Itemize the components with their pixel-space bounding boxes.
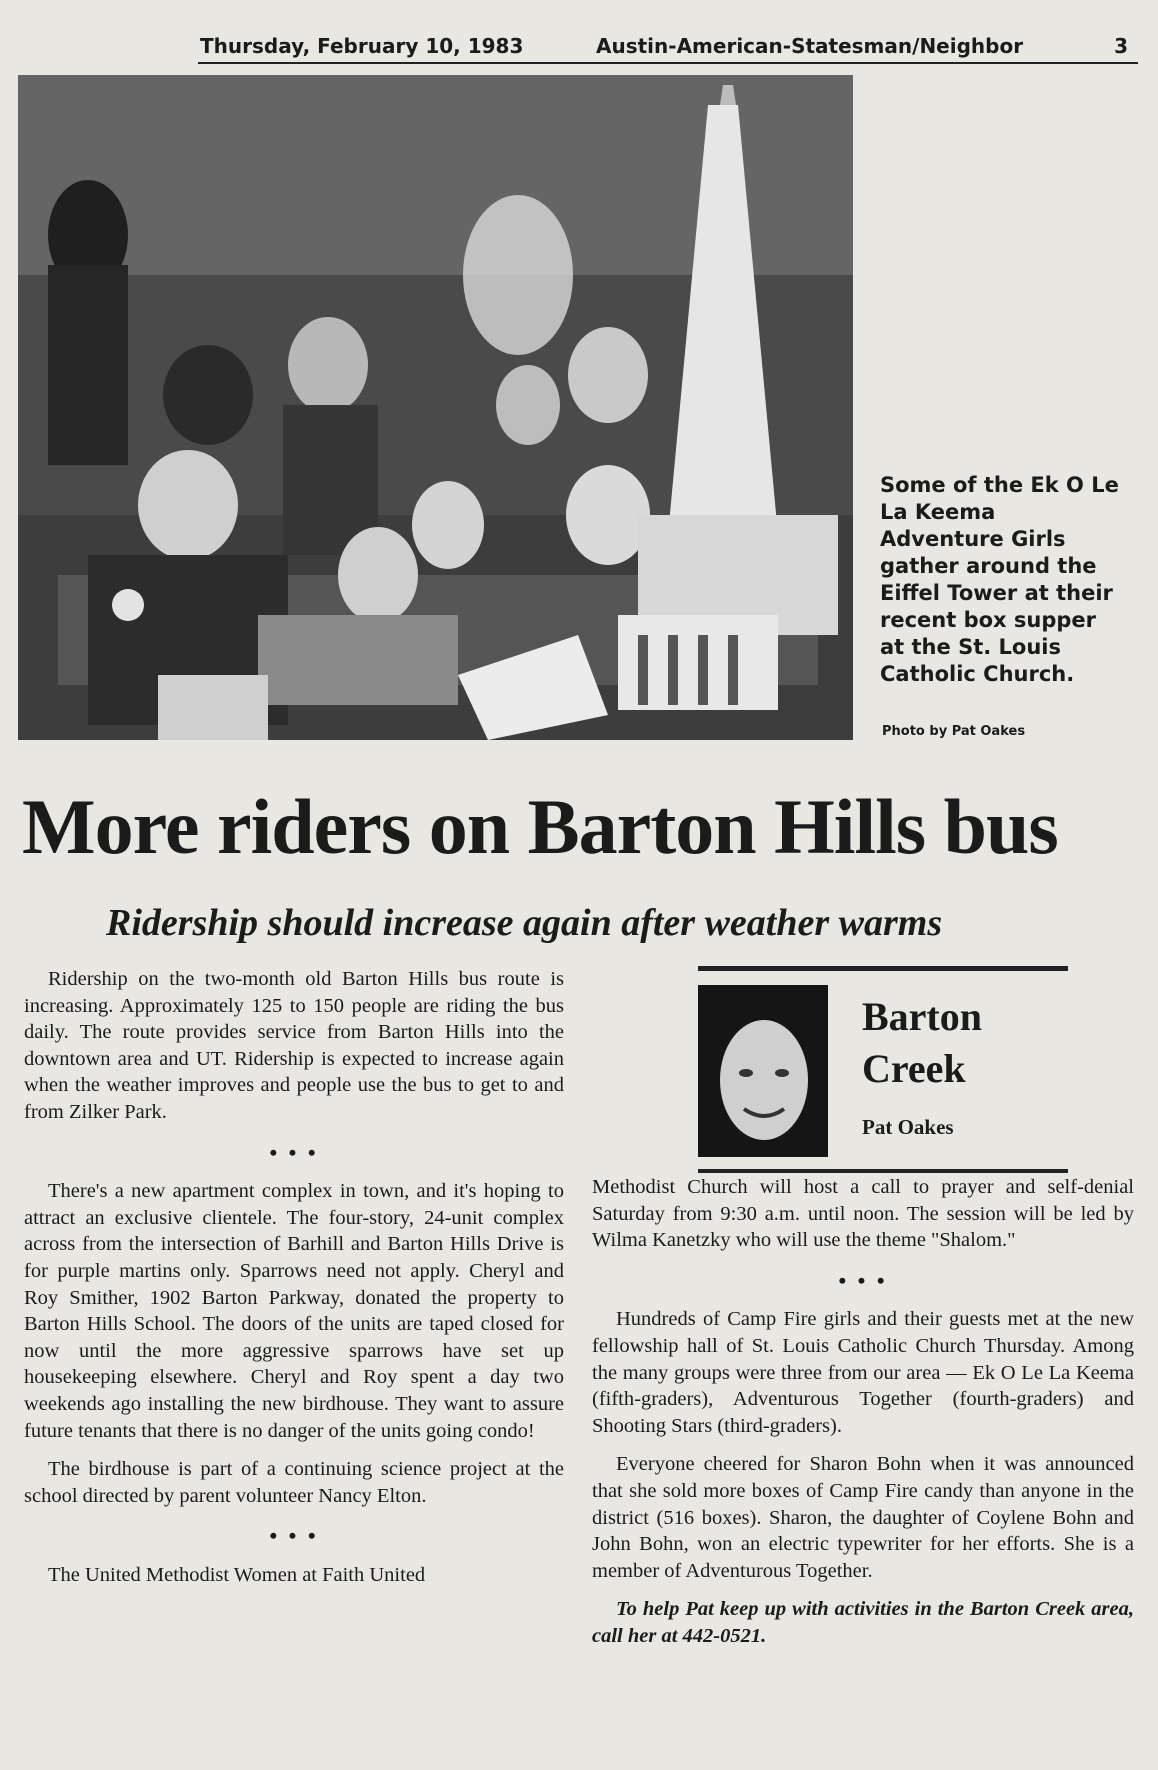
column-title: Barton Creek	[862, 994, 982, 1091]
masthead-paper-name: Austin-American-Statesman/Neighbor	[596, 34, 1024, 58]
photo-credit: Photo by Pat Oakes	[882, 724, 1026, 739]
masthead-date: Thursday, February 10, 1983	[200, 34, 524, 58]
article-paragraph: The United Methodist Women at Faith United	[48, 1563, 426, 1586]
article-paragraph: Everyone cheered for Sharon Bohn when it was announced that she sold more boxes of Camp Fire candy than anyone in the district (516 boxes). Sharon, the daughter of Coylene Bohn and John Bohn, won an electric typewriter for her efforts. She is a member of Adventurous Together.	[592, 1453, 1134, 1582]
masthead	[198, 30, 1138, 64]
article-column-left	[24, 966, 564, 1600]
news-photo	[18, 75, 853, 740]
masthead-page-number: 3	[1114, 34, 1128, 58]
section-separator: • • •	[838, 1267, 888, 1293]
article-paragraph: Hundreds of Camp Fire girls and their guests met at the new fellowship hall of St. Louis Catholic Church Thursday. Among the many groups were three from our area — Ek O Le La Keema (fifth-graders), Adventurous Together (fourth-graders) and Shooting Stars (third-graders).	[592, 1308, 1134, 1437]
article-headline: More riders on Barton Hills bus	[22, 783, 1058, 870]
article-paragraph: Ridership on the two-month old Barton Hills bus route is increasing. Approximately 125 to 150 people are riding the bus daily. The route provides service from Barton Hills into the downtown area and UT. Ridership is expected to increase again when the weather improves and people use the bus to get to and from Zilker Park.	[24, 968, 564, 1123]
column-sig-box	[698, 966, 1068, 1173]
article-column-right	[592, 1174, 1134, 1662]
author-portrait	[698, 985, 828, 1157]
article-paragraph: Methodist Church will host a call to prayer and self-denial Saturday from 9:30 a.m. until noon. The session will be led by Wilma Kanetzky who will use the theme "Shalom."	[592, 1176, 1134, 1252]
photo-caption: Some of the Ek O Le La Keema Adventure Girls gather around the Eiffel Tower at their recent box supper at the St. Louis Catholic Church.	[880, 473, 1119, 686]
photo-illustration	[18, 75, 853, 740]
section-separator: • • •	[269, 1139, 319, 1165]
article-subhead: Ridership should increase again after weather warms	[106, 902, 943, 944]
section-separator: • • •	[269, 1523, 319, 1549]
column-author: Pat Oakes	[862, 1115, 954, 1139]
contact-note: To help Pat keep up with activities in the Barton Creek area, call her at 442-0521.	[592, 1598, 1134, 1647]
article-paragraph: The birdhouse is part of a continuing science project at the school directed by parent volunteer Nancy Elton.	[24, 1458, 564, 1507]
article-paragraph: There's a new apartment complex in town, and it's hoping to attract an exclusive clientele. The four-story, 24-unit complex across from the intersection of Barhill and Barton Hills Drive is for purple martins only. Sparrows need not apply. Cheryl and Roy Smither, 1902 Barton Parkway, donated the property to Barton Hills School. The doors of the units are taped closed for now until the more aggressive sparrows have set up housekeeping elsewhere. Cheryl and Roy spent a day two weekends ago installing the new birdhouse. They want to assure future tenants that there is no danger of the units going condo!	[24, 1180, 564, 1442]
author-portrait-image	[698, 985, 828, 1157]
